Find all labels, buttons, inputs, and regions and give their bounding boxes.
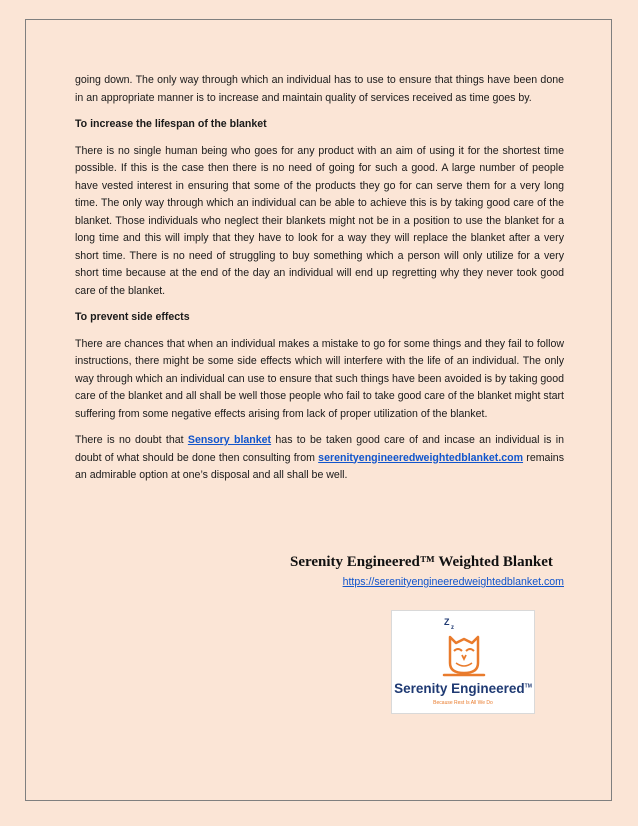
logo-tagline: Because Rest Is All We Do <box>433 700 493 706</box>
conclusion-text-a: There is no doubt that <box>75 434 188 446</box>
document-body <box>75 72 564 494</box>
conclusion-text-c: remains an admirable option at one’s disposal and all shall be well. <box>75 451 564 481</box>
paragraph-conclusion <box>75 432 564 485</box>
company-logo <box>391 610 535 714</box>
logo-trademark: TM <box>524 683 532 690</box>
logo-wordmark <box>392 681 534 696</box>
zz-glyph: Z <box>444 617 450 627</box>
website-link[interactable]: serenityengineeredweightedblanket.com <box>318 451 524 464</box>
conclusion-text-b: has to be taken good care of and incase an individual is in doubt of what should be done then consulting from <box>75 434 564 464</box>
signature-block <box>290 554 564 588</box>
paragraph-intro: going down. The only way through which an individual has to use to ensure that things have been done in an appropriate manner is to increase and maintain quality of services received as time goes by. <box>75 74 564 104</box>
heading-lifespan: To increase the lifespan of the blanket <box>75 118 267 130</box>
owl-icon <box>440 615 488 679</box>
heading-side-effects: To prevent side effects <box>75 311 190 323</box>
paragraph-side-effects: There are chances that when an individual makes a mistake to go for some things and they fail to follow instructions, there might be some side effects which will interfere with the life of an individual. The only way through which an individual can use to ensure that such things have been avoided is by taking good care of the blanket and all shall be well those people who fail to take good care of the blanket might start suffering from some negative effects arising from lack of proper utilization of the blanket. <box>75 337 564 420</box>
signature-title: Serenity Engineered™ Weighted Blanket <box>290 554 553 570</box>
paragraph-lifespan: There is no single human being who goes for any product with an aim of using it for the shortest time possible. If this is the case then there is no need of going for such a good. A large number of people have vested interest in ensuring that some of the products they go for can serve them for a very long time. The only way through which an individual can be able to achieve this is by taking good care of the blanket. Those individuals who neglect their blankets might not be in a position to use the blanket for a long time and this will imply that they have to look for a way they will replace the blanket after a very short time. There is no need of struggling to buy something which a person will only utilize for a very short time because at the end of the day an individual will end up regretting why they never took good care of the blanket. <box>75 144 564 297</box>
signature-url-link[interactable]: https://serenityengineeredweightedblanket.com <box>342 576 564 588</box>
sensory-blanket-link[interactable]: Sensory blanket <box>187 434 272 446</box>
zz-glyph-small: z <box>451 625 454 631</box>
logo-name-text: Serenity Engineered <box>394 681 525 696</box>
